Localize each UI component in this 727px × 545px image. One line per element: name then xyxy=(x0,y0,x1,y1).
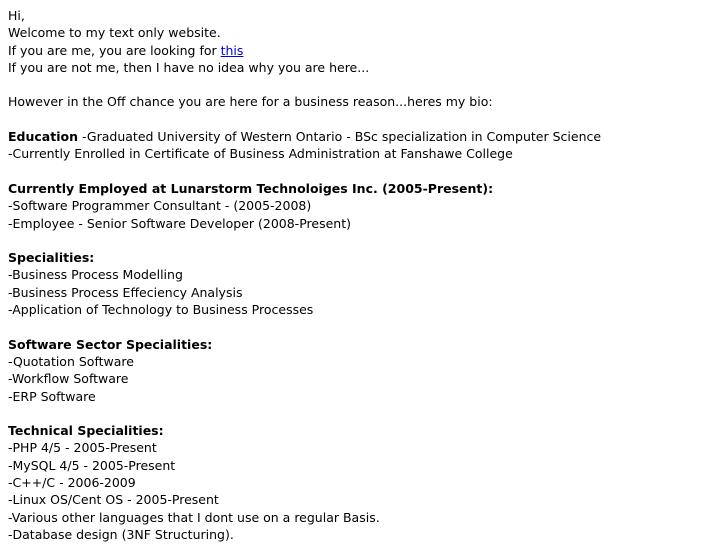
technical-item: -PHP 4/5 - 2005-Present xyxy=(8,440,157,456)
welcome-text: Welcome to my text only website. xyxy=(8,25,221,41)
business-reason-text: However in the Off chance you are here for a business reason...heres my bio: xyxy=(8,94,493,110)
education-heading: Education xyxy=(8,129,78,145)
spacer xyxy=(8,232,719,249)
employment-item: -Employee - Senior Software Developer (2008-Present) xyxy=(8,215,351,231)
education-line xyxy=(8,128,719,145)
this-link[interactable]: this xyxy=(220,42,244,58)
spacer xyxy=(8,405,719,422)
spacer xyxy=(8,163,719,180)
speciality-item: -Business Process Modelling xyxy=(8,267,183,283)
if-me-line xyxy=(8,42,719,59)
greeting-text: Hi, xyxy=(8,8,25,23)
spacer xyxy=(8,111,719,128)
software-sector-heading: Software Sector Specialities: xyxy=(8,336,213,352)
spacer xyxy=(8,76,719,93)
technical-item: -MySQL 4/5 - 2005-Present xyxy=(8,457,176,473)
technical-item: -C++/C - 2006-2009 xyxy=(8,475,136,491)
if-not-me-text: If you are not me, then I have no idea why you are here... xyxy=(8,59,370,75)
technical-item: -Database design (3NF Structuring). xyxy=(8,526,234,542)
software-sector-item: -ERP Software xyxy=(8,388,96,404)
speciality-item: -Business Process Effeciency Analysis xyxy=(8,284,243,300)
technical-heading: Technical Specialities: xyxy=(8,423,164,439)
software-sector-item: -Workflow Software xyxy=(8,371,129,387)
education-detail: -Graduated University of Western Ontario - BSc specialization in Computer Science xyxy=(77,129,602,145)
if-me-text: If you are me, you are looking for xyxy=(8,42,221,58)
education-enrolled: -Currently Enrolled in Certificate of Business Administration at Fanshawe College xyxy=(8,146,513,162)
speciality-item: -Application of Technology to Business Processes xyxy=(8,302,314,318)
technical-item: -Various other languages that I dont use on a regular Basis. xyxy=(8,509,380,525)
employment-item: -Software Programmer Consultant - (2005-2008) xyxy=(8,198,312,214)
software-sector-item: -Quotation Software xyxy=(8,353,134,369)
employment-heading: Currently Employed at Lunarstorm Technoloiges Inc. (2005-Present): xyxy=(8,180,494,196)
technical-item: -Linux OS/Cent OS - 2005-Present xyxy=(8,492,219,508)
spacer xyxy=(8,318,719,335)
specialities-heading: Specialities: xyxy=(8,250,95,266)
